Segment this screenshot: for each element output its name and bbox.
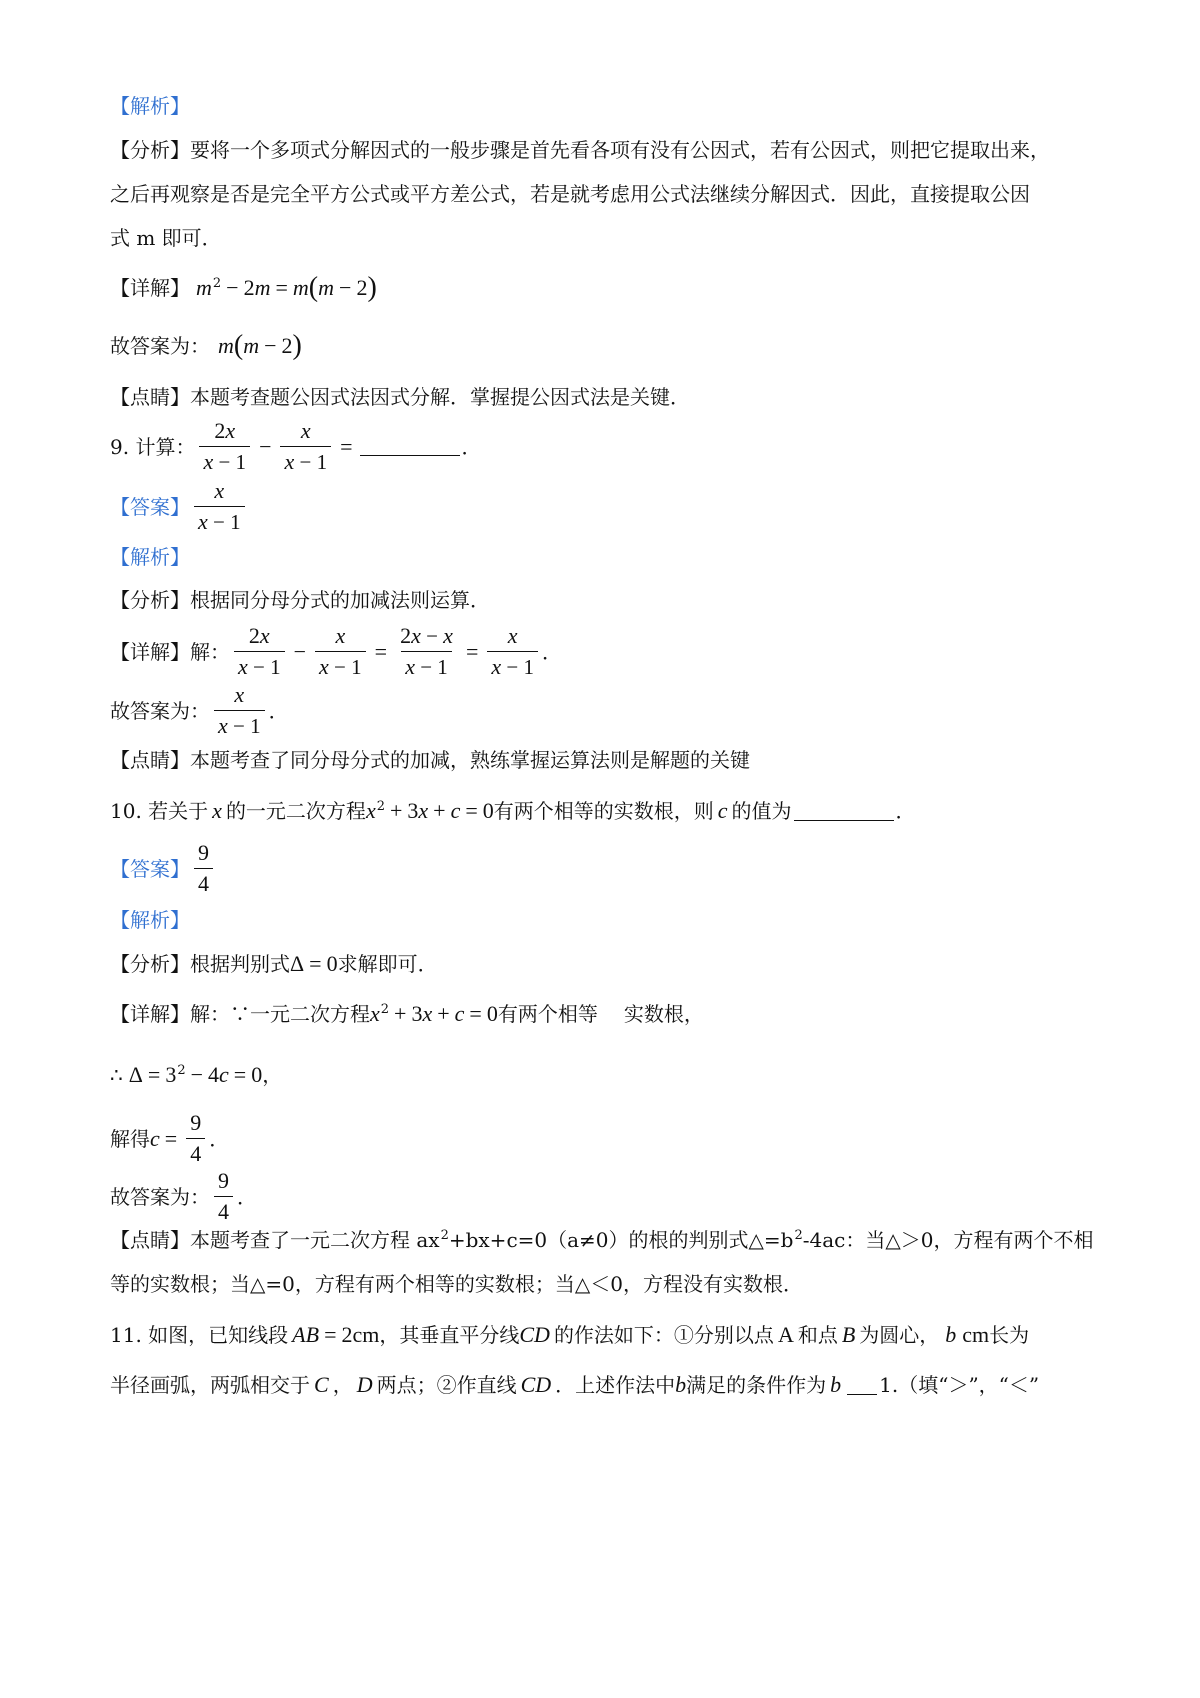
fraction: $\frac{9}{4}$ bbox=[214, 1166, 233, 1227]
q11-stem-line-2: 半径画弧，两弧相交于 C ， D 两点；②作直线 CD ．上述作法中 b 满足的条件作为 b 1.（填“＞”，“＜” bbox=[110, 1372, 1040, 1397]
jiexi-tag: 【解析】 bbox=[110, 908, 190, 932]
q8-analysis-line-2: 之后再观察是否是完全平方公式或平方差公式，若是就考虑用公式法继续分解因式．因此，直接提取公因 bbox=[110, 182, 1030, 206]
fraction: $\frac{x}{x - 1}$ bbox=[194, 476, 245, 537]
q9-stem: 9. 计算： $\frac{2x}{x - 1}$ − $\frac{x}{x - 1}$ = ． bbox=[110, 416, 482, 477]
q10-stem: 10. 若关于 x 的一元二次方程 x $^2$ + 3 x + c = 0 有两个相等的实数根，则 c 的值为 ． bbox=[110, 798, 916, 823]
fraction: $\frac{2x - x}{x - 1}$ bbox=[396, 621, 457, 682]
q10-point-line-1: 【点睛】 本题考查了一元二次方程 ax $^2$ +bx+c=0（a≠0）的根的判别式△=b $^2$ -4ac：当△＞0，方程有两个不相 bbox=[110, 1228, 1094, 1252]
q9-detail: 【详解】 解： $\frac{2x}{x - 1}$ − $\frac{x}{x - 1}$ = $\frac{2x - x}{x - 1}$ = $\frac{x}{x - 1}$ ． bbox=[110, 621, 562, 682]
answer-blank[interactable] bbox=[360, 437, 460, 456]
fraction: $\frac{9}{4}$ bbox=[186, 1108, 205, 1169]
q10-discriminant: ∴ Δ = 3 $^2$ − 4 c = 0 ， bbox=[110, 1062, 283, 1087]
q11-stem-line-1: 11. 如图，已知线段 AB = 2cm ，其垂直平分线 CD 的作法如下：①分别以点 A 和点 B 为圆心， b cm 长为 bbox=[110, 1322, 1030, 1347]
q9-answer: 故答案为： $\frac{x}{x - 1}$ ． bbox=[110, 680, 289, 741]
q8-point: 【点睛】 本题考查题公因式法因式分解．掌握提公因式法是关键． bbox=[110, 385, 690, 409]
q8-analysis-line-3: 式 m 即可． bbox=[110, 226, 222, 250]
q10-point-line-2: 等的实数根；当△=0，方程有两个相等的实数根；当△＜0，方程没有实数根． bbox=[110, 1272, 803, 1296]
fraction: $\frac{x}{x - 1}$ bbox=[487, 621, 538, 682]
q8-analysis-line-1: 【分析】 要将一个多项式分解因式的一般步骤是首先看各项有没有公因式，若有公因式，则把它提取出来， bbox=[110, 138, 1050, 162]
fraction: $\frac{2x}{x - 1}$ bbox=[199, 416, 250, 477]
answer-blank[interactable] bbox=[847, 1376, 877, 1395]
fraction: $\frac{x}{x - 1}$ bbox=[214, 680, 265, 741]
fraction: $\frac{x}{x - 1}$ bbox=[280, 416, 331, 477]
q10-answer-tag: 【答案】 $\frac{9}{4}$ bbox=[110, 838, 217, 899]
jiexi-tag: 【解析】 bbox=[110, 545, 190, 569]
fraction: $\frac{2x}{x - 1}$ bbox=[234, 621, 285, 682]
answer-blank[interactable] bbox=[794, 802, 894, 821]
q10-answer: 故答案为： $\frac{9}{4}$ ． bbox=[110, 1166, 257, 1227]
q9-point: 【点睛】 本题考查了同分母分式的加减，熟练掌握运算法则是解题的关键 bbox=[110, 748, 750, 772]
q9-analysis: 【分析】 根据同分母分式的加减法则运算． bbox=[110, 588, 490, 612]
fraction: $\frac{x}{x - 1}$ bbox=[315, 621, 366, 682]
q10-solve: 解得 c = $\frac{9}{4}$ ． bbox=[110, 1108, 229, 1169]
q10-detail: 【详解】 解：∵一元二次方程 x $^2$ + 3 x + c = 0 有两个相等 实数根， bbox=[110, 1001, 704, 1026]
q9-answer-tag: 【答案】 $\frac{x}{x - 1}$ bbox=[110, 476, 249, 537]
fraction: $\frac{9}{4}$ bbox=[194, 838, 213, 899]
q8-detail: 【详解】 m $^2$ − 2 m = m ( m − 2 ) bbox=[110, 272, 377, 303]
q10-analysis: 【分析】 根据判别式 Δ = 0 求解即可． bbox=[110, 951, 438, 976]
jiexi-tag: 【解析】 bbox=[110, 94, 190, 118]
q8-answer: 故答案为： m ( m − 2 ) bbox=[110, 330, 302, 361]
